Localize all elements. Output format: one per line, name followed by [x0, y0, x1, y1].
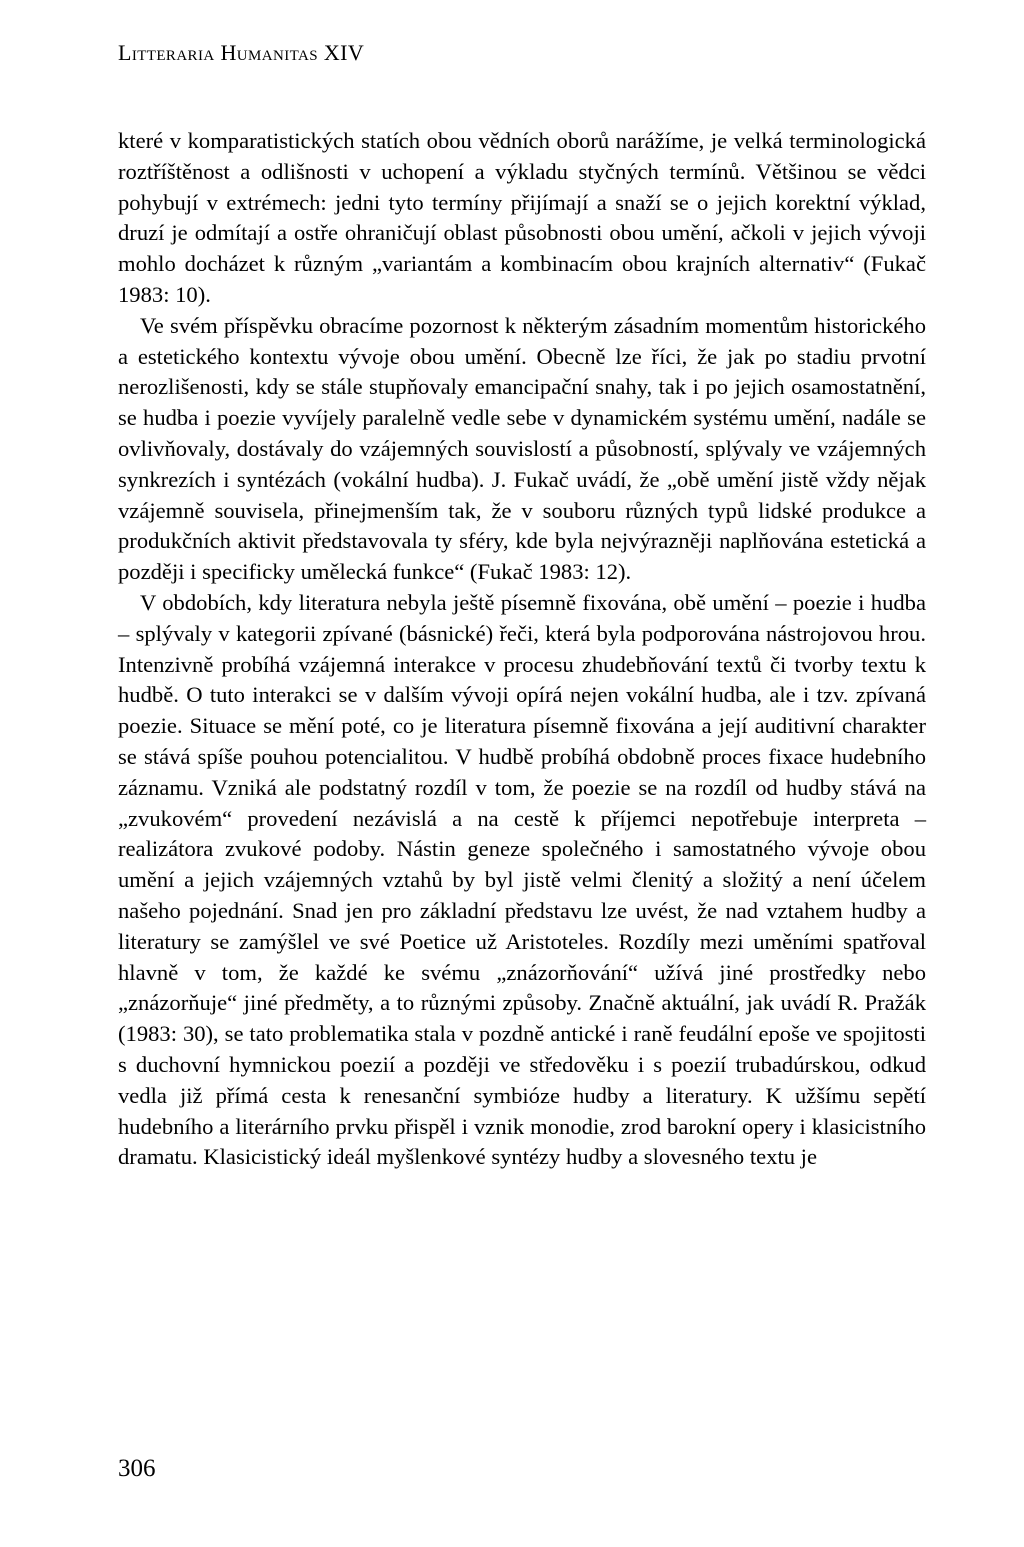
paragraph-2: Ve svém příspěvku obracíme pozornost k některým zásadním momentům historického a estetického kontextu vývoje obou umění. Obecně lze říci, že jak po stadiu prvotní nerozlišenosti, kdy se stále stupňovaly emancipační snahy, tak i po jejich osamostatnění, se hudba i poezie vyvíjely paralelně vedle sebe v dynamickém systému umění, nadále se ovlivňovaly, dostávaly do vzájemných souvislostí a působností, splývaly ve vzájemných synkrezích i syntézách (vokální hudba). J. Fukač uvádí, že „obě umění jistě vždy nějak vzájemně souvisela, přinejmenším tak, že v souboru různých typů lidské produkce a produkčních aktivit představovala ty sféry, kde byla nejvýrazněji naplňována estetická a později i specificky umělecká funkce“ (Fukač 1983: 12). [118, 312, 926, 585]
paragraph-1: které v komparatistických statích obou vědních oborů narážíme, je velká terminologická roztříštěnost a odlišnosti v uchopení a výkladu styčných termínů. Většinou se vědci pohybují v extrémech: jedni tyto termíny přijímají a snaží se o jejich korektní výklad, druzí je odmítají a ostře ohraničují oblast působnosti obou umění, ačkoli v jejich vývoji mohlo docházet k různým „variantám a kombinacím obou krajních alternativ“ (Fukač 1983: 10). [118, 128, 926, 307]
running-head: Litteraria Humanitas XIV [118, 40, 365, 65]
body-text [118, 126, 926, 1173]
paragraph-3: V obdobích, kdy literatura nebyla ještě písemně fixována, obě umění – poezie i hudba – splývaly v kategorii zpívané (básnické) řeči, která byla podporována nástrojovou hrou. Intenzivně probíhá vzájemná interakce v procesu zhudebňování textů či tvorby textu k hudbě. O tuto interakci se v dalším vývoji opírá nejen vokální hudba, ale i tzv. zpívaná poezie. Situace se mění poté, co je literatura písemně fixována a její auditivní charakter se stává spíše pouhou potencialitou. V hudbě probíhá obdobně proces fixace hudebního záznamu. Vzniká ale podstatný rozdíl v tom, že poezie se na rozdíl od hudby stává na „zvukovém“ provedení nezávislá a na cestě k příjemci nepotřebuje interpreta – realizátora zvukové podoby. Nástin geneze společného i samostatného vývoje obou umění a jejich vzájemných vztahů by byl jistě velmi členitý a složitý a není účelem našeho pojednání. Snad jen pro základní představu lze uvést, že nad vztahem hudby a literatury se zamýšlel ve své Poetice už Aristoteles. Rozdíly mezi uměními spatřoval hlavně v tom, že každé ke svému „znázorňování“ užívá jiné prostředky nebo „znázorňuje“ jiné předměty, a to různými způsoby. Značně aktuální, jak uvádí R. Pražák (1983: 30), se tato problematika stala v pozdně antické i raně feudální epoše ve spojitosti s duchovní hymnickou poezií a později ve středověku i s poezií trubadúrskou, odkud vedla již přímá cesta k renesanční symbióze hudby a literatury. K užšímu sepětí hudebního a literárního prvku přispěl i vznik monodie, zrod barokní opery i klasicistního dramatu. Klasicistický ideál myšlenkové syntézy hudby a slovesného textu je [118, 589, 926, 1170]
page-number: 306 [118, 1455, 156, 1482]
